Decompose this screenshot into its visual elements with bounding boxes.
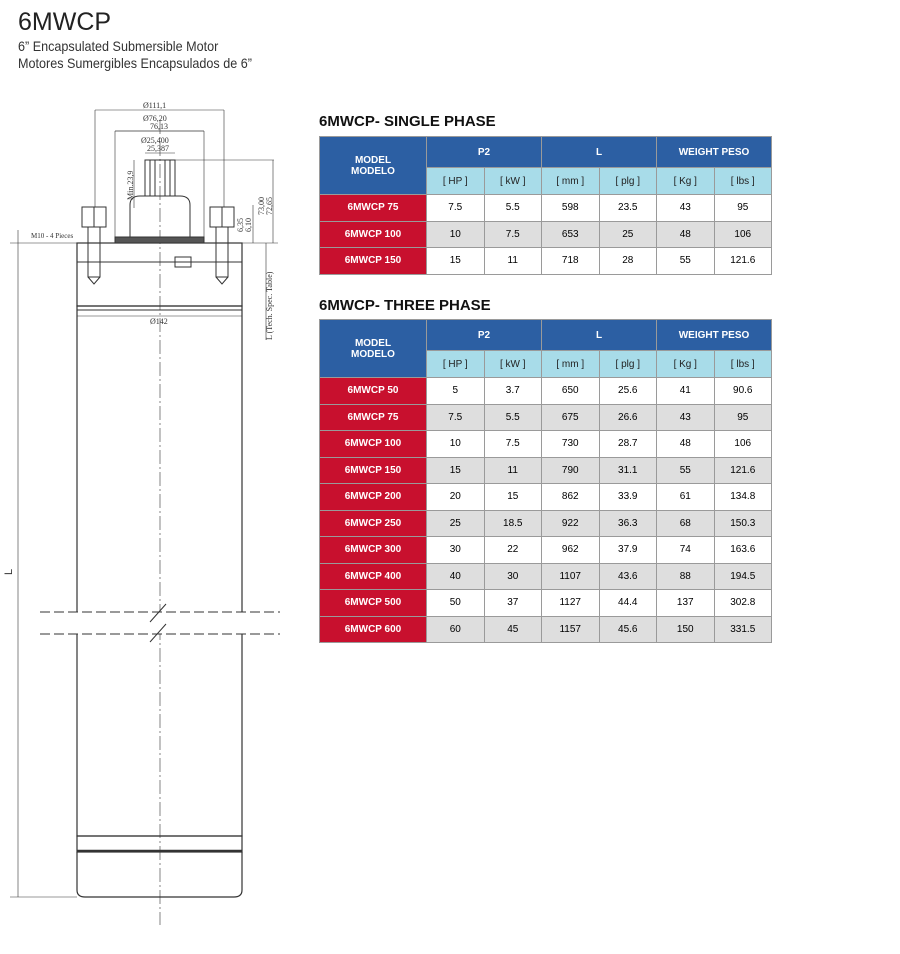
value-cell: 45 bbox=[484, 616, 542, 643]
value-cell: 134.8 bbox=[714, 484, 772, 511]
group-header: L bbox=[542, 137, 657, 168]
model-cell: 6MWCP 400 bbox=[320, 563, 427, 590]
value-cell: 302.8 bbox=[714, 590, 772, 617]
group-header: P2 bbox=[427, 137, 542, 168]
dim-6-35: 6,35 bbox=[236, 218, 245, 232]
unit-header: [ plg ] bbox=[599, 168, 657, 195]
value-cell: 55 bbox=[657, 248, 715, 275]
dim-25-400: Ø25,400 bbox=[141, 136, 169, 145]
value-cell: 922 bbox=[542, 510, 600, 537]
value-cell: 44.4 bbox=[599, 590, 657, 617]
three-phase-title: 6MWCP- THREE PHASE bbox=[319, 297, 491, 314]
model-cell: 6MWCP 200 bbox=[320, 484, 427, 511]
value-cell: 962 bbox=[542, 537, 600, 564]
value-cell: 22 bbox=[484, 537, 542, 564]
value-cell: 150.3 bbox=[714, 510, 772, 537]
three-phase-table bbox=[319, 319, 772, 643]
model-cell: 6MWCP 500 bbox=[320, 590, 427, 617]
unit-header: [ lbs ] bbox=[714, 168, 772, 195]
value-cell: 30 bbox=[427, 537, 485, 564]
value-cell: 43 bbox=[657, 195, 715, 222]
unit-header: [ kW ] bbox=[484, 168, 542, 195]
value-cell: 3.7 bbox=[484, 378, 542, 405]
dim-76-20: Ø76,20 bbox=[143, 114, 167, 123]
unit-header: [ plg ] bbox=[599, 351, 657, 378]
value-cell: 163.6 bbox=[714, 537, 772, 564]
single-phase-table bbox=[319, 136, 772, 275]
table-row bbox=[320, 431, 772, 458]
dim-73-00: 73,00 bbox=[257, 197, 266, 215]
value-cell: 137 bbox=[657, 590, 715, 617]
value-cell: 60 bbox=[427, 616, 485, 643]
value-cell: 1127 bbox=[542, 590, 600, 617]
dim-min-23-9: Min.23,9 bbox=[126, 170, 135, 200]
value-cell: 10 bbox=[427, 431, 485, 458]
value-cell: 790 bbox=[542, 457, 600, 484]
value-cell: 43 bbox=[657, 404, 715, 431]
table-row bbox=[320, 457, 772, 484]
value-cell: 1157 bbox=[542, 616, 600, 643]
page-title: 6MWCP bbox=[18, 8, 112, 36]
value-cell: 7.5 bbox=[484, 221, 542, 248]
value-cell: 61 bbox=[657, 484, 715, 511]
unit-header: [ mm ] bbox=[542, 351, 600, 378]
value-cell: 45.6 bbox=[599, 616, 657, 643]
model-cell: 6MWCP 300 bbox=[320, 537, 427, 564]
value-cell: 36.3 bbox=[599, 510, 657, 537]
dim-od-111: Ø111,1 bbox=[143, 101, 167, 110]
unit-header: [ HP ] bbox=[427, 351, 485, 378]
value-cell: 25 bbox=[599, 221, 657, 248]
model-cell: 6MWCP 150 bbox=[320, 457, 427, 484]
value-cell: 25.6 bbox=[599, 378, 657, 405]
value-cell: 28.7 bbox=[599, 431, 657, 458]
value-cell: 106 bbox=[714, 431, 772, 458]
value-cell: 10 bbox=[427, 221, 485, 248]
value-cell: 37.9 bbox=[599, 537, 657, 564]
value-cell: 15 bbox=[484, 484, 542, 511]
value-cell: 40 bbox=[427, 563, 485, 590]
value-cell: 862 bbox=[542, 484, 600, 511]
dim-76-13: 76,13 bbox=[150, 122, 168, 131]
value-cell: 11 bbox=[484, 457, 542, 484]
table-row bbox=[320, 378, 772, 405]
table-row bbox=[320, 195, 772, 222]
value-cell: 95 bbox=[714, 195, 772, 222]
model-cell: 6MWCP 100 bbox=[320, 221, 427, 248]
group-header: L bbox=[542, 320, 657, 351]
value-cell: 48 bbox=[657, 431, 715, 458]
value-cell: 23.5 bbox=[599, 195, 657, 222]
value-cell: 5.5 bbox=[484, 195, 542, 222]
dim-m10: M10 - 4 Pieces bbox=[31, 232, 74, 240]
value-cell: 5 bbox=[427, 378, 485, 405]
value-cell: 43.6 bbox=[599, 563, 657, 590]
model-cell: 6MWCP 600 bbox=[320, 616, 427, 643]
value-cell: 5.5 bbox=[484, 404, 542, 431]
unit-header: [ kW ] bbox=[484, 351, 542, 378]
subtitle-es: Motores Sumergibles Encapsulados de 6” bbox=[18, 55, 252, 71]
value-cell: 598 bbox=[542, 195, 600, 222]
table-row bbox=[320, 484, 772, 511]
model-cell: 6MWCP 150 bbox=[320, 248, 427, 275]
value-cell: 90.6 bbox=[714, 378, 772, 405]
value-cell: 48 bbox=[657, 221, 715, 248]
table-row bbox=[320, 537, 772, 564]
table-row bbox=[320, 590, 772, 617]
value-cell: 41 bbox=[657, 378, 715, 405]
model-cell: 6MWCP 75 bbox=[320, 195, 427, 222]
value-cell: 55 bbox=[657, 457, 715, 484]
value-cell: 68 bbox=[657, 510, 715, 537]
value-cell: 31.1 bbox=[599, 457, 657, 484]
group-header: WEIGHT PESO bbox=[657, 320, 772, 351]
value-cell: 106 bbox=[714, 221, 772, 248]
value-cell: 7.5 bbox=[427, 404, 485, 431]
table-row bbox=[320, 248, 772, 275]
value-cell: 50 bbox=[427, 590, 485, 617]
value-cell: 37 bbox=[484, 590, 542, 617]
model-cell: 6MWCP 250 bbox=[320, 510, 427, 537]
group-header: P2 bbox=[427, 320, 542, 351]
dim-od-142: Ø142 bbox=[150, 317, 168, 326]
value-cell: 7.5 bbox=[427, 195, 485, 222]
value-cell: 150 bbox=[657, 616, 715, 643]
value-cell: 15 bbox=[427, 248, 485, 275]
unit-header: [ lbs ] bbox=[714, 351, 772, 378]
subtitle-en: 6” Encapsulated Submersible Motor bbox=[18, 38, 219, 54]
value-cell: 88 bbox=[657, 563, 715, 590]
value-cell: 18.5 bbox=[484, 510, 542, 537]
group-header: WEIGHT PESO bbox=[657, 137, 772, 168]
value-cell: 730 bbox=[542, 431, 600, 458]
model-header: MODEL MODELO bbox=[320, 137, 427, 195]
value-cell: 25 bbox=[427, 510, 485, 537]
model-cell: 6MWCP 50 bbox=[320, 378, 427, 405]
unit-header: [ mm ] bbox=[542, 168, 600, 195]
value-cell: 194.5 bbox=[714, 563, 772, 590]
value-cell: 28 bbox=[599, 248, 657, 275]
value-cell: 95 bbox=[714, 404, 772, 431]
model-cell: 6MWCP 75 bbox=[320, 404, 427, 431]
value-cell: 653 bbox=[542, 221, 600, 248]
single-phase-title: 6MWCP- SINGLE PHASE bbox=[319, 113, 496, 130]
table-row bbox=[320, 221, 772, 248]
value-cell: 1107 bbox=[542, 563, 600, 590]
unit-header: [ HP ] bbox=[427, 168, 485, 195]
value-cell: 121.6 bbox=[714, 248, 772, 275]
model-header: MODEL MODELO bbox=[320, 320, 427, 378]
value-cell: 718 bbox=[542, 248, 600, 275]
value-cell: 15 bbox=[427, 457, 485, 484]
table-row bbox=[320, 563, 772, 590]
value-cell: 650 bbox=[542, 378, 600, 405]
dim-l-tech: L (Tech. Spec. Table) bbox=[265, 271, 274, 340]
table-row bbox=[320, 404, 772, 431]
value-cell: 675 bbox=[542, 404, 600, 431]
dim-6-10: 6,10 bbox=[244, 218, 253, 232]
value-cell: 33.9 bbox=[599, 484, 657, 511]
dim-25-387: 25,387 bbox=[147, 144, 169, 153]
value-cell: 74 bbox=[657, 537, 715, 564]
value-cell: 20 bbox=[427, 484, 485, 511]
dim-72-65: 72,65 bbox=[265, 197, 274, 215]
table-row bbox=[320, 616, 772, 643]
value-cell: 30 bbox=[484, 563, 542, 590]
table-row bbox=[320, 510, 772, 537]
value-cell: 121.6 bbox=[714, 457, 772, 484]
value-cell: 11 bbox=[484, 248, 542, 275]
value-cell: 26.6 bbox=[599, 404, 657, 431]
dim-l: L bbox=[3, 568, 15, 575]
unit-header: [ Kg ] bbox=[657, 168, 715, 195]
motor-drawing bbox=[0, 0, 300, 954]
value-cell: 331.5 bbox=[714, 616, 772, 643]
unit-header: [ Kg ] bbox=[657, 351, 715, 378]
model-cell: 6MWCP 100 bbox=[320, 431, 427, 458]
value-cell: 7.5 bbox=[484, 431, 542, 458]
